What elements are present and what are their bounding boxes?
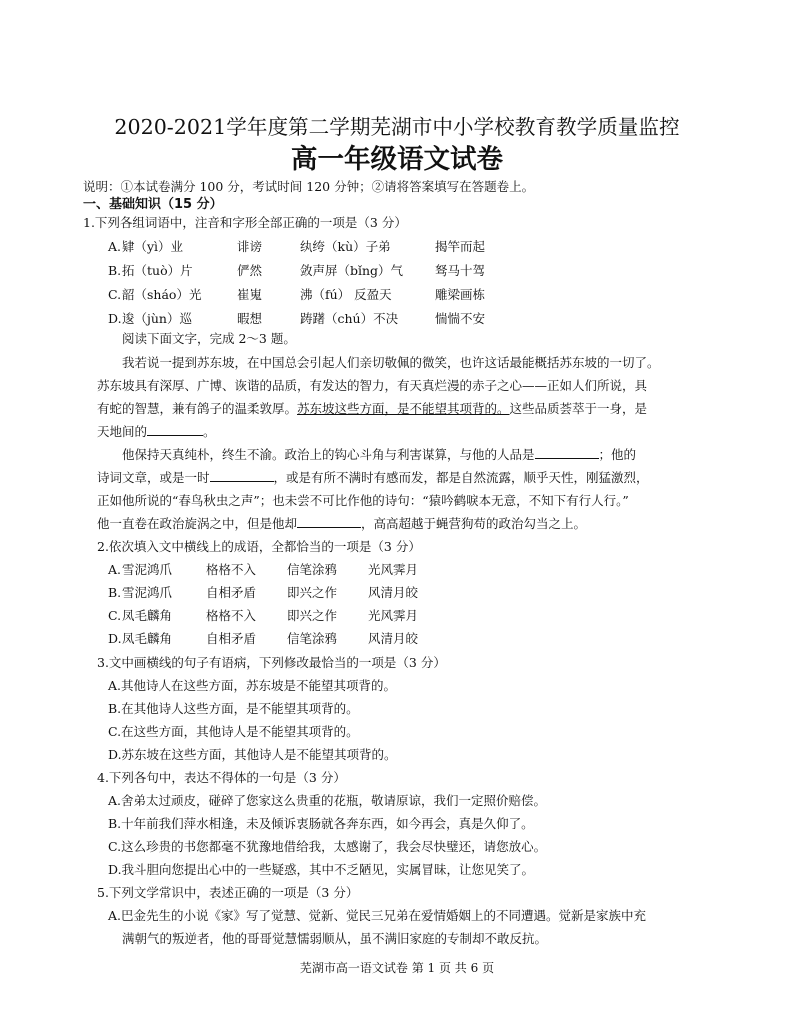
q2-option-b-item4: 风清月皎	[368, 585, 419, 600]
q5-stem: 5.下列文学常识中，表述正确的一项是（3 分）	[97, 885, 359, 900]
q1-option-b-item2: 俨然	[237, 263, 263, 278]
q2-option-a-item2: 格格不入	[206, 562, 257, 577]
q2-option-d-item2: 自相矛盾	[206, 631, 257, 646]
passage-p2-line1	[122, 446, 636, 464]
q2-option-d-item3: 信笔涂鸦	[287, 631, 338, 646]
passage-p1-line3-text: 有蛇的智慧，兼有鸽子的温柔敦厚。	[97, 401, 298, 416]
passage-p2-line1-end: ；他的	[598, 447, 637, 462]
passage-p1-line2: 苏东坡具有深厚、广博、诙谐的品质，有发达的智力，有天真烂漫的赤子之心——正如人们所说，具	[97, 378, 648, 393]
q1-option-b-item3: 敛声屏（bǐng）气	[300, 263, 404, 278]
q1-option-c-item2: 崔嵬	[237, 287, 263, 302]
q1-option-d-item3: 踌躇（chú）不决	[300, 311, 399, 326]
q2-option-c-item4: 光风霁月	[368, 608, 419, 623]
q1-option-c-item3: 沸（fú） 反盈天	[300, 287, 392, 302]
blank-3	[210, 469, 274, 482]
blank-2	[535, 446, 599, 459]
q1-option-d-item2: 暇想	[237, 311, 263, 326]
q4-option-a: A.舍弟太过顽皮，碰碎了您家这么贵重的花瓶，敬请原谅，我们一定照价赔偿。	[108, 793, 547, 808]
q2-option-a-item4: 光风霁月	[368, 562, 419, 577]
q2-option-c-item1: 凤毛麟角	[122, 608, 173, 623]
q1-option-b-label: B.	[108, 263, 122, 278]
q3-option-a: A.其他诗人在这些方面，苏东坡是不能望其项背的。	[108, 678, 397, 693]
q1-option-a-item3: 纨绔（kù）子弟	[300, 239, 391, 254]
q2-option-b-item1: 雪泥鸿爪	[122, 585, 173, 600]
instructions: 说明：①本试卷满分 100 分，考试时间 120 分钟；②请将答案填写在答题卷上。	[83, 179, 535, 194]
underlined-sentence: 苏东坡这些方面，是不能望其项背的。	[297, 401, 510, 416]
q1-option-a-item2: 诽谤	[237, 239, 263, 254]
q1-option-a-item1: 肄（yì）业	[122, 239, 184, 254]
page-footer: 芜湖市高一语文试卷 第 1 页 共 6 页	[299, 961, 495, 975]
passage-p1-line4	[97, 423, 216, 441]
passage-p2-line4-text: 他一直卷在政治旋涡之中，但是他却	[97, 516, 298, 531]
exam-title-line1: 2020-2021学年度第二学期芜湖市中小学校教育教学质量监控	[114, 115, 680, 139]
passage-p2-line4	[97, 515, 586, 533]
passage-p1-last-end: 。	[203, 424, 216, 439]
section1-heading: 一、基础知识（15 分）	[83, 197, 223, 212]
q2-option-c-item2: 格格不入	[206, 608, 257, 623]
passage-p2-line3: 正如他所说的“春鸟秋虫之声”；也未尝不可比作他的诗句：“猿吟鹤唳本无意，不知下有行人行。”	[97, 493, 629, 508]
q1-stem: 1.下列各组词语中，注音和字形全部正确的一项是（3 分）	[83, 215, 407, 230]
q5-option-a-line2: 满朝气的叛逆者，他的哥哥觉慧懦弱顺从，虽不满旧家庭的专制却不敢反抗。	[122, 931, 548, 946]
q4-option-d: D.我斗胆向您提出心中的一些疑惑，其中不乏陋见，实属冒昧，让您见笑了。	[108, 862, 535, 877]
passage-p1-line3-after: 这些品质荟萃于一身，是	[509, 401, 648, 416]
passage-p2-line4-end: ，高高超越于蝇营狗苟的政治勾当之上。	[361, 516, 587, 531]
passage-p2-line2	[97, 469, 649, 487]
q1-option-a-item4: 揭竿而起	[435, 239, 486, 254]
reading-intro: 阅读下面文字，完成 2～3 题。	[122, 331, 296, 346]
q1-option-c-item1: 韶（sháo）光	[122, 287, 202, 302]
q2-option-d-label: D.	[108, 631, 122, 646]
q2-option-c-label: C.	[108, 608, 122, 623]
q1-option-b-item4: 驽马十驾	[435, 263, 486, 278]
q1-option-d-item4: 惴惴不安	[435, 311, 486, 326]
blank-1	[147, 423, 203, 436]
q2-option-b-label: B.	[108, 585, 122, 600]
q2-option-a-label: A.	[108, 562, 122, 577]
q3-option-b: B.在其他诗人这些方面，是不能望其项背的。	[108, 701, 359, 716]
q2-option-a-item3: 信笔涂鸦	[287, 562, 338, 577]
q3-option-d: D.苏东坡在这些方面，其他诗人是不能望其项背的。	[108, 747, 397, 762]
q3-option-c: C.在这些方面，其他诗人是不能望其项背的。	[108, 724, 359, 739]
blank-4	[297, 515, 361, 528]
q1-option-b-item1: 拓（tuò）片	[122, 263, 193, 278]
q3-stem: 3.文中画横线的句子有语病，下列修改最恰当的一项是（3 分）	[97, 655, 446, 670]
q2-option-d-item1: 凤毛麟角	[122, 631, 173, 646]
q1-option-c-label: C.	[108, 287, 122, 302]
passage-p1-line3	[97, 400, 647, 418]
q2-option-b-item3: 即兴之作	[287, 585, 338, 600]
q5-option-a-line1: A.巴金先生的小说《家》写了觉慧、觉新、觉民三兄弟在爱情婚姻上的不同遭遇。觉新是家族中充	[108, 908, 647, 923]
q1-option-d-label: D.	[108, 311, 122, 326]
q4-stem: 4.下列各句中，表达不得体的一句是（3 分）	[97, 770, 346, 785]
passage-p2-line1-text: 他保持天真纯朴，终生不渝。政治上的钩心斗角与利害谋算，与他的人品是	[122, 447, 535, 462]
q2-stem: 2.依次填入文中横线上的成语，全都恰当的一项是（3 分）	[97, 539, 421, 554]
q2-option-c-item3: 即兴之作	[287, 608, 338, 623]
q2-option-d-item4: 风清月皎	[368, 631, 419, 646]
passage-p1-line1: 我若说一提到苏东坡，在中国总会引起人们亲切敬佩的微笑，也许这话最能概括苏东坡的一切了。	[122, 355, 660, 370]
passage-p1-last: 天地间的	[97, 424, 148, 439]
q1-option-d-item1: 逡（jùn）巡	[122, 311, 192, 326]
passage-p2-line2-text: 诗词文章，或是一时	[97, 470, 210, 485]
q2-option-b-item2: 自相矛盾	[206, 585, 257, 600]
q4-option-c: C.这么珍贵的书您都毫不犹豫地借给我，太感谢了，我会尽快璧还，请您放心。	[108, 839, 547, 854]
q4-option-b: B.十年前我们萍水相逢，未及倾诉衷肠就各奔东西，如今再会，真是久仰了。	[108, 816, 534, 831]
exam-title-line2: 高一年级语文试卷	[290, 144, 504, 175]
passage-p2-line2-end: ，或是有所不满时有感而发，都是自然流露，顺乎天性，刚猛激烈，	[273, 470, 649, 485]
q1-option-a-label: A.	[108, 239, 122, 254]
q1-option-c-item4: 雕梁画栋	[435, 287, 486, 302]
q2-option-a-item1: 雪泥鸿爪	[122, 562, 173, 577]
